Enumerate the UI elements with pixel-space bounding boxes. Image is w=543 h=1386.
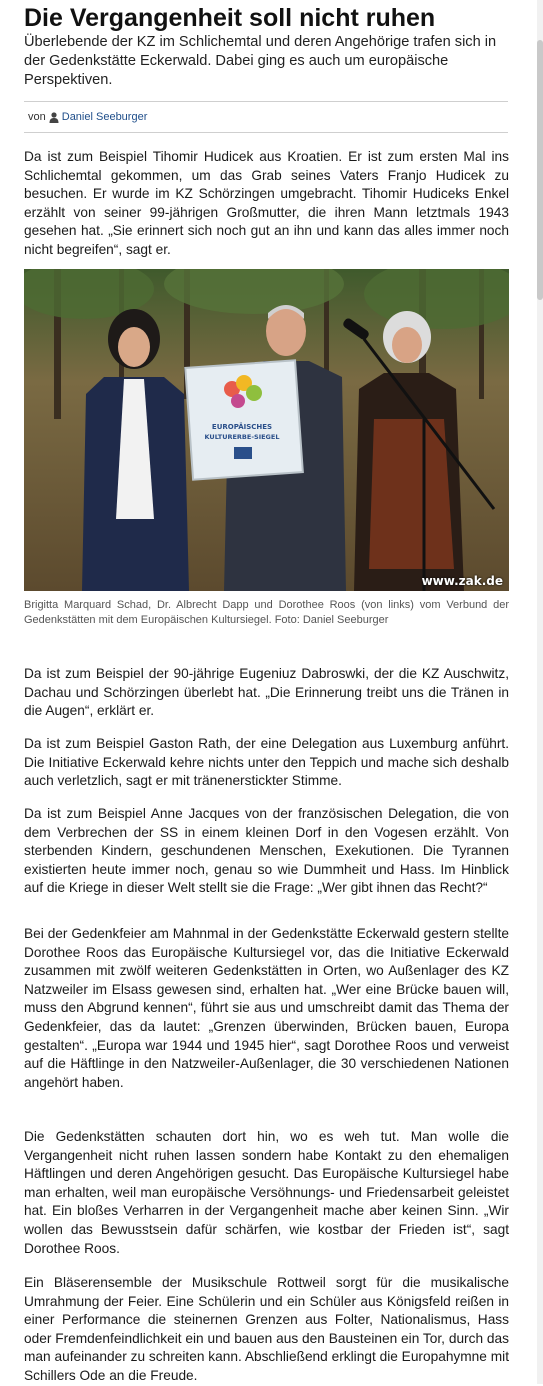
divider-bottom (24, 132, 508, 133)
photo-scene (24, 269, 509, 591)
person-icon (49, 112, 59, 123)
divider-top (24, 101, 508, 102)
plaque-line1: EUROPÄISCHES (211, 423, 273, 431)
author-link[interactable]: Daniel Seeburger (61, 111, 148, 123)
article-photo[interactable] (24, 269, 509, 591)
article-headline: Die Vergangenheit soll nicht ruhen (24, 3, 436, 32)
byline (28, 111, 147, 123)
article-paragraph-5: Bei der Gedenkfeier am Mahnmal in der Gedenkstätte Eckerwald gestern stellte Dorothee Roos das Europäische Kultursiegel vor, das die Initiative Eckerwald zusammen mit zwölf weiteren Gedenkstätten in Orten, wo Außenlager des KZ Natzweiler im Elsass gewesen sind, erhalten hat. „Wer eine Brücke bauen will, muss den Abgrund kennen“, führt sie aus und umschreibt damit das Thema der Gedenkfeier, das da lautet: „Grenzen überwinden, Brücken bauen, Europa gestalten“. „Europa war 1944 und 1945 hier“, sagt Dorothee Roos und verweist auf die Häftlinge in den Natzweiler-Außenlager, die 30 verschiedenen Nationen angehört haben. (24, 926, 509, 1090)
vertical-scrollbar[interactable] (537, 0, 543, 1384)
scrollbar-thumb[interactable] (537, 40, 543, 300)
article-paragraph-1: Da ist zum Beispiel Tihomir Hudicek aus Kroatien. Er ist zum ersten Mal ins Schlichemtal gekommen, um das Grab seines Vaters Franjo Hudicek zu besuchen. Er wurde im KZ Schörzingen umgebracht. Tihomir Hudiceks Enkel erzählt von seiner 99-jährigen Großmutter, die ihren Mann letztmals 1943 gesehen hat. „Sie erinnert sich noch gut an ihn und kann das alles immer noch nicht begreifen“, sagt er. (24, 149, 509, 257)
article-teaser: Überlebende der KZ im Schlichemtal und deren Angehörige trafen sich in der Gedenkstätte Eckerwald. Dabei ging es auch um europäische Perspektiven. (24, 34, 497, 88)
article-paragraph-7: Ein Bläserensemble der Musikschule Rottweil sorgt für die musikalische Umrahmung der Feier. Eine Schülerin und ein Schüler aus Königsfeld reißen in einer Performance die steinernen Grenzen aus Folter, Nationalismus, Hass oder Fremdenfeindlichkeit ein und bauen aus den Bausteinen ein Tor, durch das man aufeinander zu schreiten kann. Abschließend erklingt die Europahymne mit Schillers Ode an die Freude. (24, 1275, 509, 1383)
article-paragraph-2: Da ist zum Beispiel der 90-jährige Eugeniuz Dabroswki, der die KZ Auschwitz, Dachau und Schörzingen überlebt hat. „Die Erinnerung treibt uns die Tränen in die Augen“, erklärt er. (24, 666, 509, 719)
article-paragraph-6: Die Gedenkstätten schauten dort hin, wo es weh tut. Man wolle die Vergangenheit nicht ruhen lassen sondern habe Kontakt zu den ehemaligen Häftlingen und deren Angehörigen gesucht. Das Europäische Kultursiegel habe man erhalten, weil man europäische Versöhnungs- und Friedensarbeit geleistet hat. Ein bloßes Verharren in der Vergangenheit mache aber keinen Sinn. „Wir wollen das Bewusstsein dafür schärfen, wie kostbar der Frieden ist“, sagt Dorothee Roos. (24, 1129, 509, 1256)
plaque-line2: KULTURERBE-SIEGEL (204, 433, 280, 441)
article-paragraph-3: Da ist zum Beispiel Gaston Rath, der eine Delegation aus Luxemburg anführt. Die Initiative Eckerwald kehre nichts unter den Teppich und mache sich deshalb auch verletzlich, sagt er mit tränenerstickter Stimme. (24, 736, 509, 789)
byline-prefix: von (28, 111, 46, 123)
article-paragraph-4: Da ist zum Beispiel Anne Jacques von der französischen Delegation, die von dem Verbrechen der SS in einem kleinen Dorf in den Vogesen erzählt. Von sterbenden Kindern, geschundenen Menschen, Exekutionen. Die Tyrannen existierten heute immer noch, genau so wie Dummheit und Hass. Im Hinblick auf die Kriege in dieser Welt stellt sie die Frage: „Wer gibt ihnen das Recht?“ (24, 806, 509, 896)
photo-watermark: www.zak.de (421, 574, 503, 588)
photo-caption: Brigitta Marquard Schad, Dr. Albrecht Dapp und Dorothee Roos (von links) vom Verbund der Gedenkstätten mit dem Europäischen Kultursiegel. Foto: Daniel Seeburger (24, 599, 509, 626)
